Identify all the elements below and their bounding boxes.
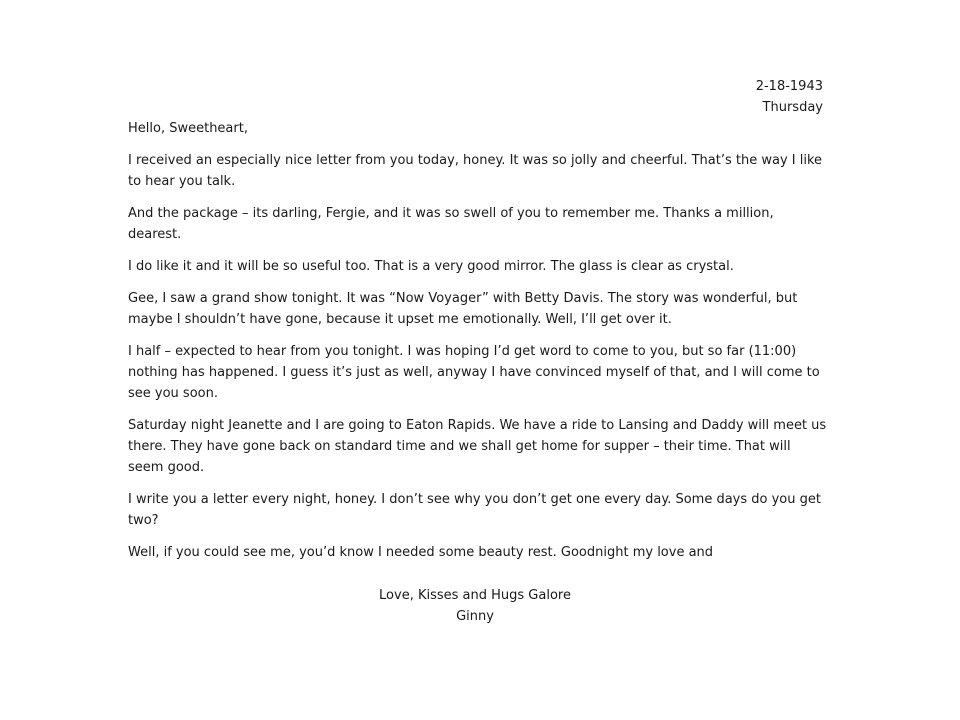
signature: Ginny (456, 609, 494, 624)
paragraph: I do like it and it will be so useful too. That is a very good mirror. The glass is clear as crystal. (128, 259, 734, 274)
date-block (756, 76, 823, 118)
paragraph: I half – expected to hear from you tonight. I was hoping I’d get word to come to you, but so far (11:00) nothing has happened. I guess it’s just as well, anyway I have convinced myself of that, and I will come to see you soon. (128, 344, 820, 401)
paragraph: And the package – its darling, Fergie, and it was so swell of you to remember me. Thanks a million, dearest. (128, 206, 774, 242)
paragraph: Gee, I saw a grand show tonight. It was “Now Voyager” with Betty Davis. The story was wonderful, but maybe I shouldn’t have gone, because it upset me emotionally. Well, I’ll get over it. (128, 291, 798, 327)
paragraph: Well, if you could see me, you’d know I needed some beauty rest. Goodnight my love and (128, 545, 714, 560)
closing-line: Love, Kisses and Hugs Galore (379, 588, 571, 603)
closing-block (345, 585, 605, 627)
paragraph: I received an especially nice letter from you today, honey. It was so jolly and cheerful. That’s the way I like to hear you talk. (128, 153, 823, 189)
letter-date: 2-18-1943 (755, 79, 823, 94)
paragraph: Saturday night Jeanette and I are going to Eaton Rapids. We have a ride to Lansing and Daddy will meet us there. They have gone back on standard time and we shall get home for supper – their time. That will seem good. (128, 418, 827, 475)
paragraph: I write you a letter every night, honey. I don’t see why you don’t get one every day. Some days do you get two? (128, 492, 821, 528)
letter-weekday: Thursday (762, 100, 823, 115)
greeting: Hello, Sweetheart, (128, 121, 248, 136)
letter-body (128, 118, 828, 574)
